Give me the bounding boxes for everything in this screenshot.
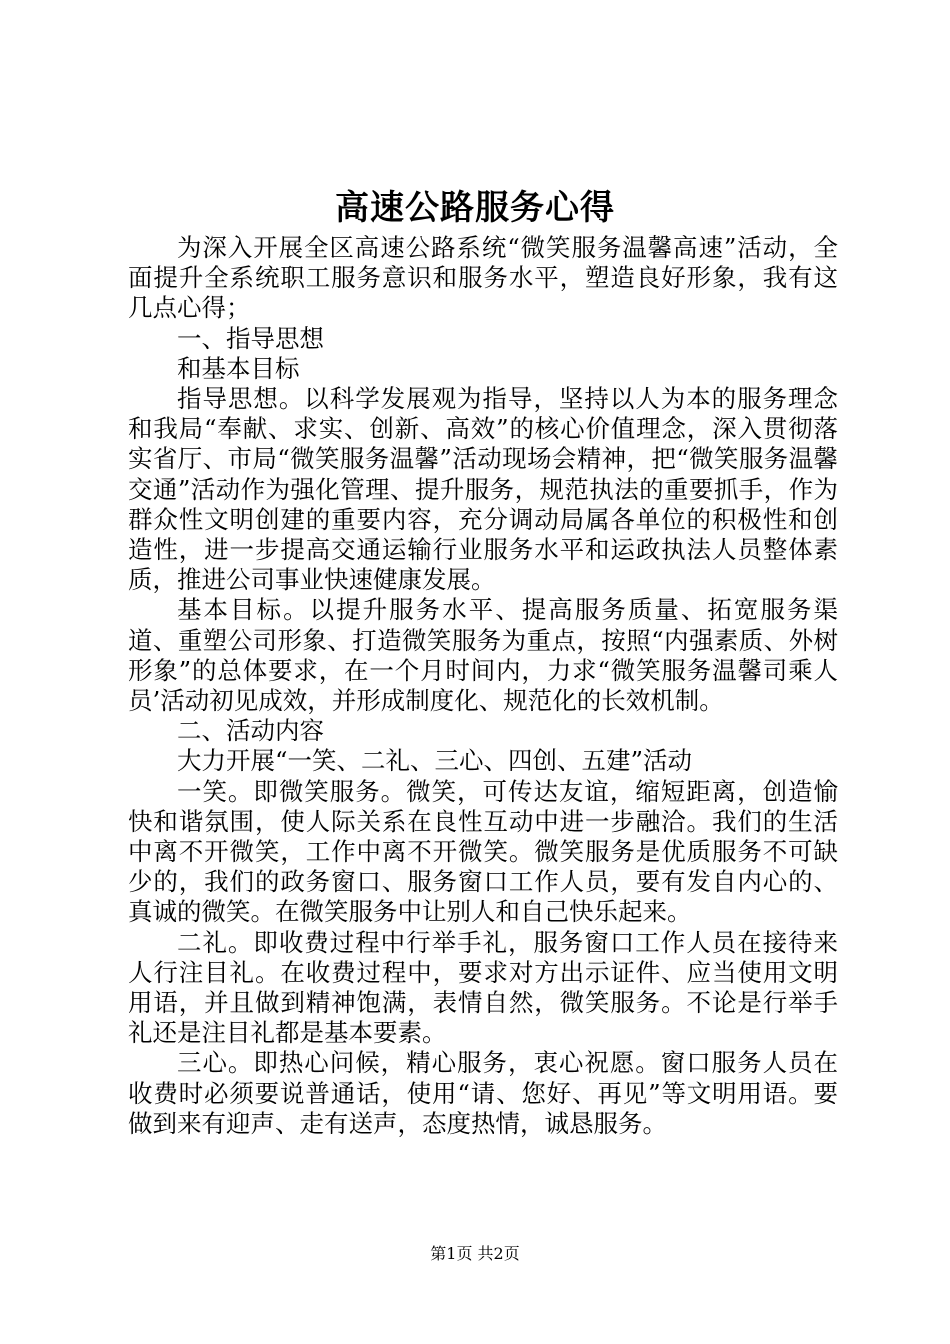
- paragraph-guiding-thought: 指导思想。以科学发展观为指导，坚持以人为本的服务理念和我局“奉献、求实、创新、高效”的核心价值理念，深入贯彻落实省厅、市局“微笑服务温馨”活动现场会精神，把“微笑服务温馨交通”活动作为强化管理、提升服务，规范执法的重要抓手，作为群众性文明创建的重要内容，充分调动局属各单位的积极性和创造性，进一步提高交通运输行业服务水平和运政执法人员整体素质，推进公司事业快速健康发展。: [128, 384, 838, 595]
- paragraph-one-smile: 一笑。即微笑服务。微笑，可传达友谊，缩短距离，创造愉快和谐氛围，使人际关系在良性互动中进一步融洽。我们的生活中离不开微笑，工作中离不开微笑。微笑服务是优质服务不可缺少的，我们的政务窗口、服务窗口工作人员，要有发自内心的、真诚的微笑。在微笑服务中让别人和自己快乐起来。: [128, 776, 838, 927]
- paragraph-three-hearts: 三心。即热心问候，精心服务，衷心祝愿。窗口服务人员在收费时必须要说普通话，使用“请、您好、再见”等文明用语。要做到来有迎声、走有送声，态度热情，诚恳服务。: [128, 1048, 838, 1138]
- section-heading-2: 二、活动内容: [177, 716, 324, 746]
- document-title: 高速公路服务心得: [335, 188, 615, 228]
- paragraph-basic-goal: 基本目标。以提升服务水平、提高服务质量、拓宽服务渠道、重塑公司形象、打造微笑服务为重点，按照“内强素质、外树形象”的总体要求，在一个月时间内，力求“微笑服务温馨司乘人员’活动初见成效，并形成制度化、规范化的长效机制。: [128, 595, 838, 716]
- section-heading-1: 一、指导思想: [177, 323, 324, 353]
- document-body: [128, 233, 838, 1139]
- paragraph-intro: 为深入开展全区高速公路系统“微笑服务温馨高速”活动，全面提升全系统职工服务意识和服务水平，塑造良好形象，我有这几点心得；: [128, 233, 838, 323]
- section-heading-1-continued: 和基本目标: [177, 353, 300, 383]
- page-footer: 第1页 共2页: [430, 1244, 520, 1263]
- paragraph-two-courtesies: 二礼。即收费过程中行举手礼，服务窗口工作人员在接待来人行注目礼。在收费过程中，要求对方出示证件、应当使用文明用语，并且做到精神饱满，表情自然，微笑服务。不论是行举手礼还是注目礼都是基本要素。: [128, 927, 838, 1048]
- paragraph-activity-summary: 大力开展“一笑、二礼、三心、四创、五建”活动: [177, 746, 693, 776]
